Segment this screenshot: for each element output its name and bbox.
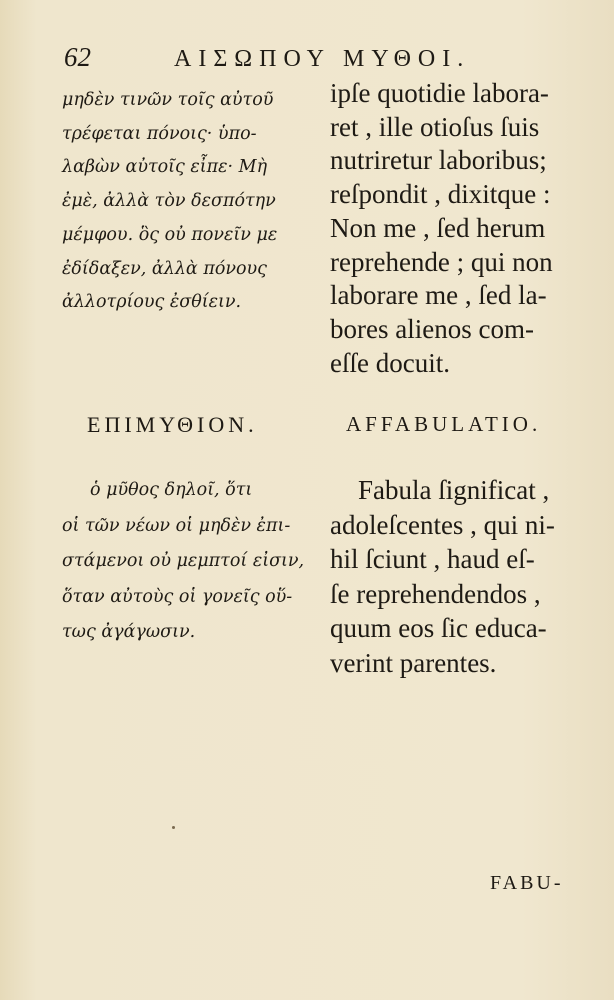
latin-fable-line: ret , ille otioſus ſuis [330, 111, 540, 142]
catchword: FABU- [490, 872, 564, 894]
greek-moral-text [62, 473, 324, 651]
running-title: ΑΙΣΩΠΟΥ ΜΥΘΟΙ. [174, 46, 471, 72]
greek-fable-line: τρέφεται πόνοις· ὑπο- [62, 123, 257, 144]
latin-fable-line: reſpondit , dixitque : [330, 179, 551, 210]
running-head [64, 42, 484, 78]
latin-fable-line: eſſe docuit. [330, 347, 450, 378]
greek-moral-line: οἱ τῶν νέων οἱ μηδὲν ἐπι- [62, 515, 291, 536]
greek-fable-line: λαβὼν αὐτοῖς εἶπε· Μὴ [62, 157, 268, 178]
greek-fable-line: ἐμὲ, ἀλλὰ τὸν δεσπότην [62, 191, 276, 212]
latin-fable-line: nutriretur laboribus; [330, 145, 547, 176]
latin-fable-text [330, 77, 600, 380]
latin-fable-line: laborare me , ſed la- [330, 280, 547, 311]
greek-fable-line: ἐδίδαξεν, ἀλλὰ πόνους [62, 258, 267, 279]
ink-speck [172, 826, 175, 829]
latin-moral-heading: AFFABULATIO. [346, 412, 542, 436]
greek-moral-line: ὁ μῦθος δηλοῖ, ὅτι [90, 480, 253, 500]
latin-moral-line: hil ſciunt , haud eſ- [330, 544, 535, 575]
latin-moral-line: adoleſcentes , qui ni- [330, 509, 555, 540]
latin-moral-line: Fabula ſignificat , [358, 475, 550, 505]
latin-fable-line: Non me , ſed herum [330, 212, 546, 243]
latin-moral-line: ſe reprehendendos , [330, 578, 541, 609]
greek-moral-line: ὅταν αὐτοὺς οἱ γονεῖς οὕ- [62, 586, 293, 607]
latin-moral-line: verint parentes. [330, 647, 497, 678]
greek-fable-line: ἀλλοτρίους ἐσθίειν. [62, 292, 242, 313]
greek-fable-text [62, 84, 324, 320]
greek-moral-heading: ΕΠΙΜΥΘΙΟΝ. [87, 412, 258, 437]
greek-moral-line: τως ἀγάγωσιν. [62, 622, 196, 642]
latin-fable-line: reprehende ; qui non [330, 246, 553, 277]
greek-fable-line: μηδὲν τινῶν τοῖς αὐτοῦ [62, 90, 274, 110]
greek-fable-line: μέμφου. ὃς οὐ πονεῖν με [62, 224, 278, 245]
greek-moral-line: στάμενοι οὐ μεμπτοί εἰσιν, [62, 551, 305, 571]
page-number: 62 [64, 42, 91, 72]
latin-moral-text [330, 473, 600, 681]
latin-fable-line: bores alienos com- [330, 313, 534, 344]
latin-fable-line: ipſe quotidie labora- [330, 78, 549, 108]
latin-moral-line: quum eos ſic educa- [330, 613, 547, 644]
